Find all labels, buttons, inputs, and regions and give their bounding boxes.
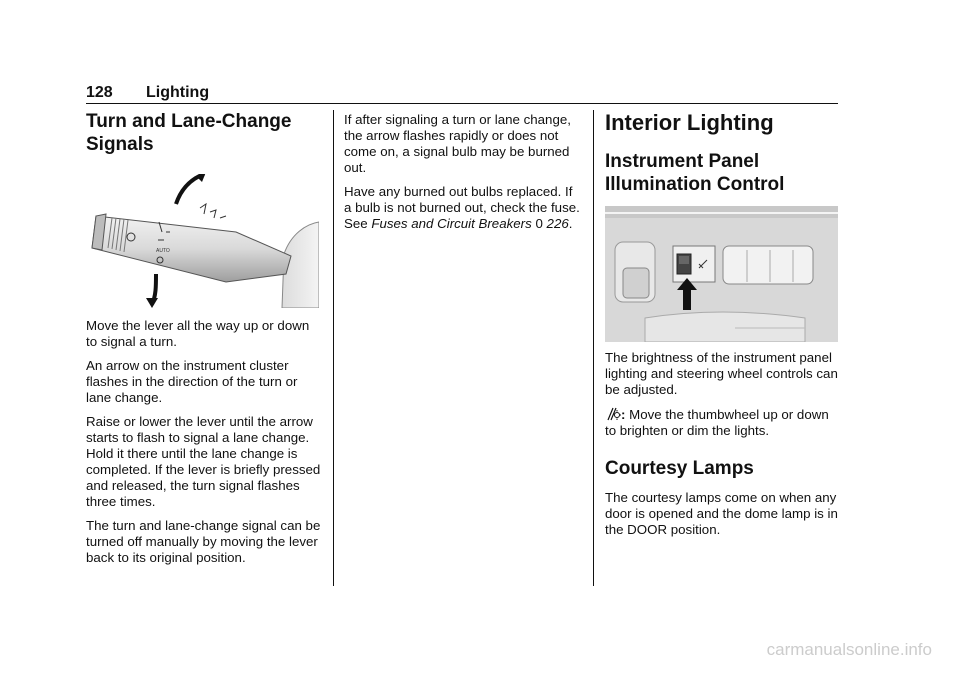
paragraph: An arrow on the instrument cluster flashes in the direction of the turn or lane change.: [86, 358, 298, 405]
panel-illumination-heading: Instrument Panel Illumination Control: [605, 151, 785, 195]
paragraph: Move the lever all the way up or down to signal a turn.: [86, 318, 310, 349]
page-ref-symbol: 0: [535, 216, 543, 231]
paragraph: The turn and lane-change signal can be turned off manually by moving the lever back to its original position.: [86, 518, 321, 565]
section-title: Lighting: [146, 84, 210, 101]
column-1: [86, 110, 322, 574]
column-divider-1: [333, 110, 334, 586]
paragraph: If after signaling a turn or lane change, the arrow flashes rapidly or does not come on, a signal bulb may be burned out.: [344, 112, 571, 175]
colon: :: [621, 407, 626, 422]
paragraph: The courtesy lamps come on when any door is opened and the dome lamp is in the DOOR position.: [605, 490, 838, 537]
paragraph: [605, 406, 839, 439]
text: Move the thumbwheel up or down to brighten or dim the lights.: [605, 407, 829, 438]
auto-label: AUTO: [156, 248, 170, 254]
header-rule: [86, 103, 838, 104]
fuses-link[interactable]: Fuses and Circuit Breakers: [371, 216, 532, 231]
interior-lighting-heading: Interior Lighting: [605, 110, 774, 135]
page-number: 128: [86, 84, 113, 101]
courtesy-lamps-heading: Courtesy Lamps: [605, 458, 754, 479]
column-divider-2: [593, 110, 594, 586]
column-2: [344, 112, 580, 240]
paragraph: The brightness of the instrument panel lighting and steering wheel controls can be adjusted.: [605, 350, 838, 397]
text: Have any burned out bulbs replaced. If a bulb is not burned out, check the fuse. See: [344, 184, 580, 231]
dimmer-thumbwheel-icon: [605, 406, 621, 422]
paragraph: Raise or lower the lever until the arrow starts to flash to signal a lane change. Hold it there until the lane change is completed. If the lever is briefly pressed and released, the turn signal flashes three times.: [86, 414, 321, 509]
column-3: [605, 110, 839, 546]
watermark: carmanualsonline.info: [766, 640, 932, 659]
page-ref[interactable]: 226: [546, 216, 569, 231]
instrument-panel-photo: [605, 206, 838, 342]
turn-signal-lever-illustration: [86, 174, 319, 308]
paragraph: [344, 184, 580, 232]
turn-signals-heading: Turn and Lane-Change Signals: [86, 111, 292, 155]
period: .: [568, 216, 573, 231]
